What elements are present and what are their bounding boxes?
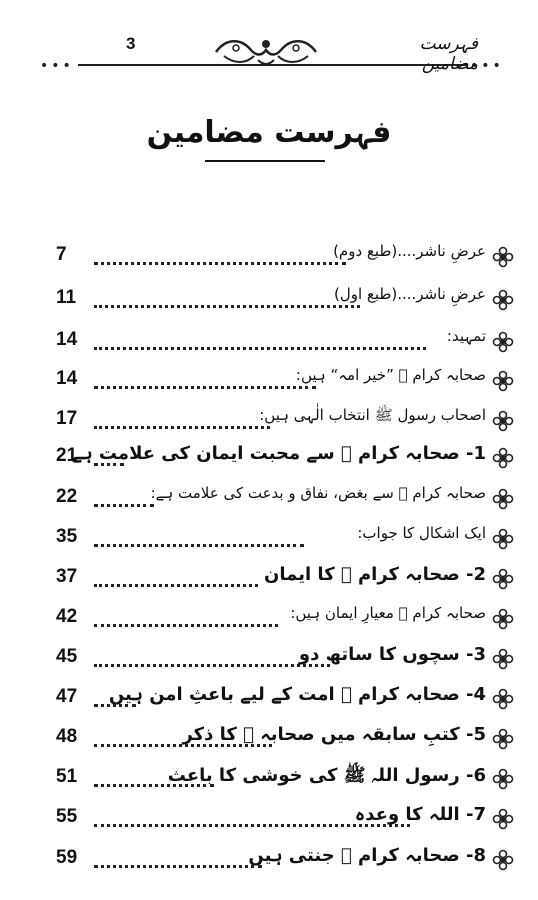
toc-row[interactable]: [56, 522, 514, 558]
toc-row[interactable]: [56, 843, 514, 879]
flower-bullet-icon: [492, 528, 514, 550]
flower-bullet-icon: [492, 808, 514, 830]
toc-row[interactable]: [56, 482, 514, 518]
header-left-dots: •••: [40, 58, 74, 74]
flower-bullet-icon: [492, 447, 514, 469]
flower-bullet-icon: [492, 289, 514, 311]
toc-page-number: 59: [56, 847, 78, 868]
toc-page-number: 51: [56, 766, 78, 787]
toc-row[interactable]: [56, 441, 514, 477]
flower-bullet-icon: [492, 608, 514, 630]
title-underline: [205, 160, 325, 162]
toc-entry-text: تمہید:: [446, 327, 486, 345]
flower-bullet-icon: [492, 568, 514, 590]
toc-page-number: 14: [56, 329, 78, 350]
toc-page-number: 17: [56, 408, 78, 429]
page-number: 3: [126, 34, 136, 53]
toc-entry-text: 4- صحابہ کرام ﷢ امت کے لیے باعثِ امن ہیں: [108, 684, 486, 705]
toc-page-number: 42: [56, 606, 78, 627]
toc-entry-text: 7- اللہ کا وعدہ: [354, 804, 486, 825]
toc-entry-text: 3- سچوں کا ساتھ دو: [298, 644, 486, 665]
toc-leader-dots: [94, 305, 360, 308]
toc-page-number: 11: [56, 287, 77, 308]
toc-entry-text: 6- رسول اللہ ﷺ کی خوشی کا باعث: [167, 765, 486, 786]
toc-page-number: 37: [56, 566, 78, 587]
toc-page-number: 14: [56, 368, 78, 389]
toc-entry-text: 8- صحابہ کرام ﷢ جنتی ہیں: [248, 845, 486, 866]
flower-bullet-icon: [492, 768, 514, 790]
toc-row[interactable]: [56, 404, 514, 440]
page-header: [0, 0, 538, 80]
flower-bullet-icon: [492, 849, 514, 871]
toc-row[interactable]: [56, 364, 514, 400]
toc-row[interactable]: [56, 682, 514, 718]
toc-row[interactable]: [56, 602, 514, 638]
toc-entry-text: صحابہ کرام ﷢ معیارِ ایمان ہیں:: [290, 604, 486, 622]
running-title: فہرست مضامین: [419, 34, 478, 74]
toc-leader-dots: [94, 504, 154, 507]
toc-entry-text: صحابہ کرام ﷢ سے بغض، نفاق و بدعت کی علامت ہے:: [150, 484, 486, 502]
toc-entry-text: ایک اشکال کا جواب:: [357, 524, 486, 542]
toc-row[interactable]: [56, 283, 514, 319]
toc-entry-text: 2- صحابہ کرام ﷢ کا ایمان: [264, 564, 486, 585]
flower-bullet-icon: [492, 648, 514, 670]
toc-entry-text: اصحاب رسول ﷺ انتخاب الٰہی ہیں:: [259, 406, 486, 424]
toc-entry-text: 1- صحابہ کرام ﷢ سے محبت ایمان کی علامت ہے: [71, 443, 486, 464]
flower-bullet-icon: [492, 728, 514, 750]
toc-leader-dots: [94, 584, 258, 587]
toc-leader-dots: [94, 347, 426, 350]
toc-page-number: 47: [56, 686, 78, 707]
toc-entry-text: 5- کتبِ سابقہ میں صحابہ ﷢ کا ذکر: [182, 724, 486, 745]
toc-page-number: 7: [56, 244, 67, 265]
toc-row[interactable]: [56, 325, 514, 361]
toc-row[interactable]: [56, 722, 514, 758]
flower-bullet-icon: [492, 410, 514, 432]
toc-leader-dots: [94, 386, 316, 389]
toc-leader-dots: [94, 624, 278, 627]
toc-page-number: 48: [56, 726, 78, 747]
toc-row[interactable]: [56, 762, 514, 798]
flower-bullet-icon: [492, 370, 514, 392]
toc-page-number: 21: [56, 445, 78, 466]
toc-row[interactable]: [56, 802, 514, 838]
header-right-dots: •••: [470, 58, 504, 74]
flower-bullet-icon: [492, 688, 514, 710]
header-ornament-icon: [206, 30, 326, 70]
toc-row[interactable]: [56, 562, 514, 598]
flower-bullet-icon: [492, 331, 514, 353]
toc-entry-text: صحابہ کرام ﷢ ”خیر امہ“ ہیں:: [295, 366, 486, 384]
toc-leader-dots: [94, 865, 262, 868]
toc-page-number: 35: [56, 526, 78, 547]
toc-leader-dots: [94, 262, 346, 265]
toc-row[interactable]: [56, 642, 514, 678]
toc-row[interactable]: [56, 240, 514, 276]
page-title: فہرست مضامین: [146, 115, 392, 150]
toc-page-number: 55: [56, 806, 78, 827]
toc-leader-dots: [94, 426, 270, 429]
toc-page-number: 22: [56, 486, 78, 507]
toc-entry-text: عرضِ ناشر....(طبع دوم): [333, 242, 486, 260]
flower-bullet-icon: [492, 488, 514, 510]
toc-leader-dots: [94, 664, 330, 667]
flower-bullet-icon: [492, 246, 514, 268]
toc-page-number: 45: [56, 646, 78, 667]
toc-entry-text: عرضِ ناشر....(طبع اول): [333, 285, 486, 303]
toc-leader-dots: [94, 544, 304, 547]
